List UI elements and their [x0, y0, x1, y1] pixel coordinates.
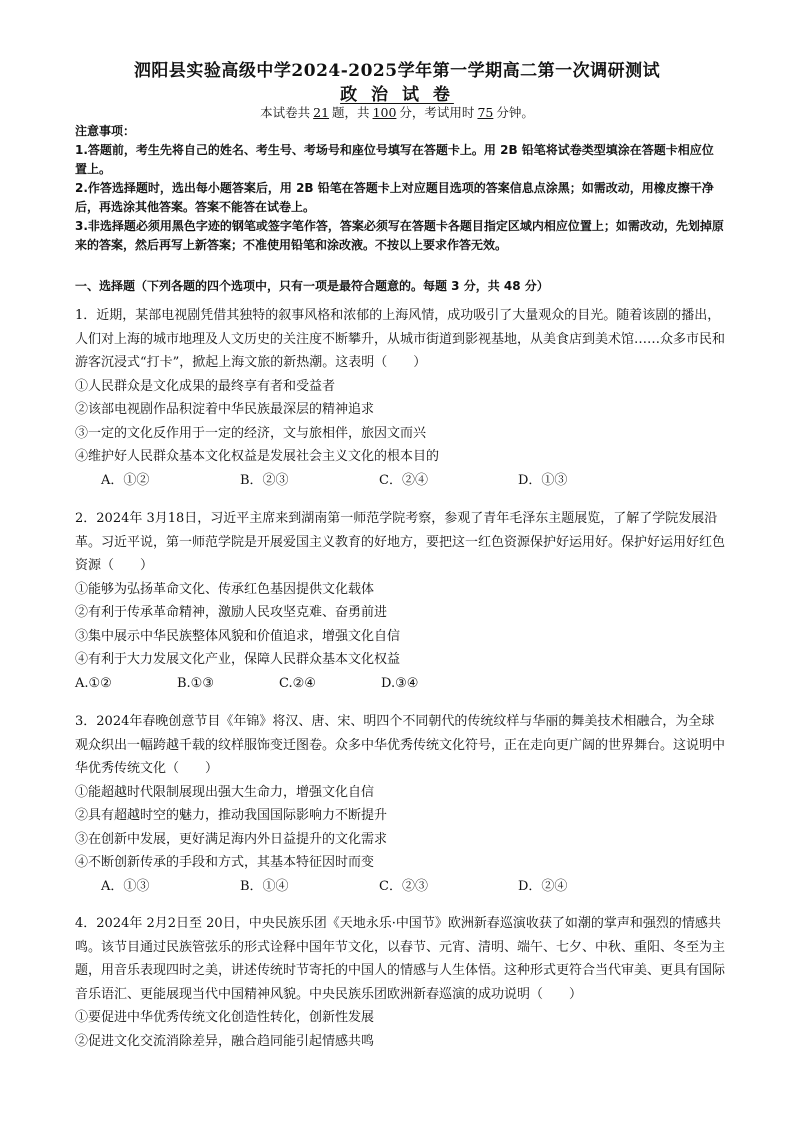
question-option: ①要促进中华优秀传统文化创造性转化，创新性发展	[75, 1010, 375, 1025]
instruction-item: 2.作答选择题时，选出每小题答案后，用 2B 铅笔在答题卡上对应题目选项的答案信息点涂黑；如需改动，用橡皮擦干净后，再选涂其他答案。答案不能答在试卷上。	[75, 181, 714, 214]
question-option: ③一定的文化反作用于一定的经济，文与旅相伴，旅因文而兴	[75, 425, 427, 441]
answer-choices	[75, 469, 725, 493]
question-option: ①人民群众是文化成果的最终享有者和受益者	[75, 378, 336, 394]
exam-title: 泗阳县实验高级中学2024-2025学年第一学期高二第一次调研测试	[133, 61, 661, 81]
subject-name: 政 治 试 卷	[340, 85, 454, 105]
instruction-item: 3.非选择题必须用黑色字迹的钢笔或签字笔作答，答案必须写在答题卡各题目指定区域内相应位置上；如需改动，先划掉原来的答案，然后再写上新答案；不准使用铅笔和涂改液。不按以上要求作答无效。	[75, 219, 724, 252]
choice-c: C.②④	[279, 675, 316, 691]
info-text: 题，共	[332, 105, 370, 120]
info-text: 分钟。	[496, 105, 534, 120]
exam-info	[0, 103, 794, 121]
question-option: ②具有超越时空的魅力，推动我国国际影响力不断提升	[75, 808, 388, 823]
answer-choices	[75, 672, 725, 696]
choice-a: A．①③	[101, 878, 150, 894]
answer-choices	[75, 875, 725, 899]
question-option: ②有利于传承革命精神，激励人民攻坚克难、奋勇前进	[75, 605, 388, 620]
info-text: 分，考试用时	[399, 105, 475, 120]
question-4	[75, 912, 725, 1053]
choice-b: B．①④	[240, 878, 289, 894]
choice-d: D．②④	[518, 878, 568, 894]
exam-time: 75	[477, 105, 494, 120]
question-option: ②促进文化交流消除差异，融合趋同能引起情感共鸣	[75, 1033, 375, 1049]
instructions-heading: 注意事项：	[75, 124, 136, 138]
choice-b: B．②③	[240, 472, 289, 488]
question-stem: 1．近期，某部电视剧凭借其独特的叙事风格和浓郁的上海风情，成功吸引了大量观众的目光。随着该剧的播出，人们对上海的城市地理及人文历史的关注度不断攀升，从城市街道到影视基地，从美食店到美术馆……众多市民和游客沉浸式“打卡”，掀起上海文旅的新热潮。这表明（ ）	[75, 308, 726, 370]
instruction-item: 1.答题前，考生先将自己的姓名、考生号、考场号和座位号填写在答题卡上。用 2B 铅笔将试卷类型填涂在答题卡相应位置上。	[75, 143, 714, 176]
choice-c: C．②③	[379, 878, 428, 894]
choice-b: B.①③	[177, 675, 214, 691]
question-count: 21	[313, 105, 330, 120]
question-option: ①能超越时代限制展现出强大生命力，增强文化自信	[75, 784, 375, 800]
choice-d: D.③④	[381, 675, 419, 691]
section-heading: 一、选择题（下列各题的四个选项中，只有一项是最符合题意的。每题 3 分，共 48 分）	[75, 279, 549, 293]
question-2	[75, 507, 725, 695]
question-option: ④有利于大力发展文化产业，保障人民群众基本文化权益	[75, 652, 401, 667]
question-stem: 3．2024年春晚创意节目《年锦》将汉、唐、宋、明四个不同朝代的传统纹样与华丽的舞美技术相融合，为全球观众织出一幅跨越千载的纹样服饰变迁图卷。众多中华优秀传统文化符号，正在走向更广阔的世界舞台。这说明中华优秀传统文化（ ）	[75, 714, 726, 776]
question-option: ①能够为弘扬革命文化、传承红色基因提供文化载体	[75, 581, 375, 597]
question-stem: 4．2024年 2月2日至 20日，中央民族乐团《天地永乐·中国节》欧洲新春巡演收获了如潮的掌声和强烈的情感共鸣。该节目通过民族管弦乐的形式诠释中国年节文化，以春节、元宵、清明、端午、七夕、中秋、重阳、冬至为主题，用音乐表现四时之美，讲述传统时节寄托的中国人的情感与人生体悟。这种形式更符合当代审美、更具有国际音乐语汇、更能展现当代中国精神风貌。中央民族乐团欧洲新春巡演的成功说明（ ）	[75, 916, 726, 1002]
question-option: ③在创新中发展，更好满足海内外日益提升的文化需求	[75, 831, 388, 847]
question-stem: 2．2024年 3月18日，习近平主席来到湖南第一师范学院考察，参观了青年毛泽东主题展览，了解了学院发展沿革。习近平说，第一师范学院是开展爱国主义教育的好地方，要把这一红色资源保护好运用好。保护好运用好红色资源（ ）	[75, 511, 726, 573]
question-1	[75, 304, 725, 492]
choice-c: C．②④	[379, 472, 428, 488]
question-option: ④不断创新传承的手段和方式，其基本特征因时而变	[75, 855, 375, 870]
choice-a: A.①②	[75, 675, 112, 691]
question-option: ④维护好人民群众基本文化权益是发展社会主义文化的根本目的	[75, 449, 440, 464]
choice-a: A．①②	[101, 472, 150, 488]
instructions	[75, 122, 725, 255]
total-score: 100	[372, 105, 397, 120]
choice-d: D．①③	[518, 472, 568, 488]
subject-title	[0, 80, 794, 105]
question-option: ②该部电视剧作品积淀着中华民族最深层的精神追求	[75, 402, 375, 417]
info-text: 本试卷共	[260, 105, 311, 120]
question-option: ③集中展示中华民族整体风貌和价值追求，增强文化自信	[75, 628, 401, 644]
question-3	[75, 710, 725, 898]
